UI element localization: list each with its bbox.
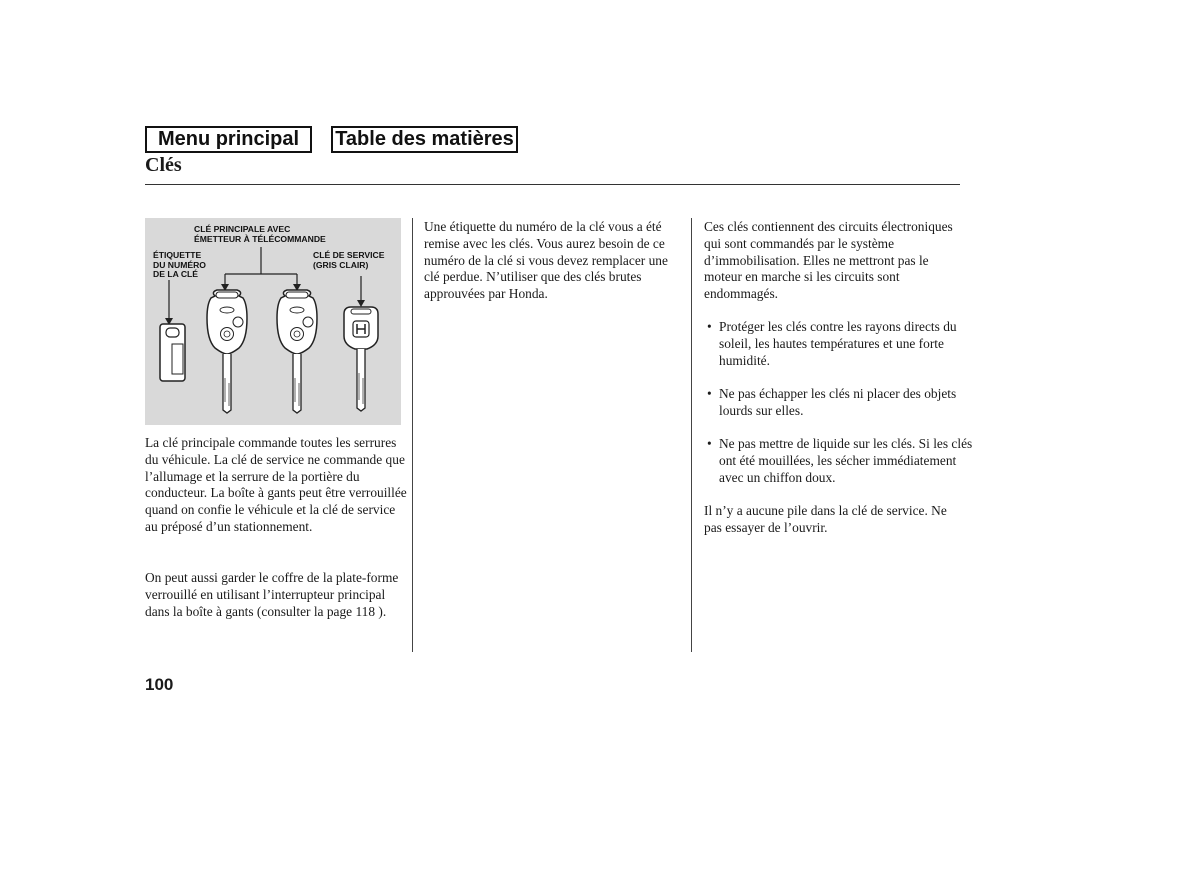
list-item <box>704 319 975 369</box>
bullet-icon: • <box>707 319 712 334</box>
main-key-leader <box>225 247 297 288</box>
main-key-icon <box>277 290 317 413</box>
bullet-icon: • <box>707 386 712 401</box>
list-item <box>704 436 975 486</box>
key-number-paragraph: Une étiquette du numéro de la clé vous a été remise avec les clés. Vous aurez besoin de ce numéro de la clé si vous devez remplacer une clé perdue. N’utiliser que des clés brutes approuvées par Honda. <box>424 219 668 302</box>
keys-illustration <box>145 218 401 425</box>
page-number: 100 <box>145 675 174 694</box>
keys-drawing <box>145 218 401 425</box>
list-item-text: Ne pas échapper les clés ni placer des objets lourds sur elles. <box>719 386 957 418</box>
key-number-tag-label: ÉTIQUETTE DU NUMÉRO DE LA CLÉ <box>153 250 206 280</box>
list-item-text: Ne pas mettre de liquide sur les clés. Si les clés ont été mouillées, les sécher immédiatement avec un chiffon doux. <box>719 436 973 485</box>
column-divider <box>412 218 413 652</box>
main-key-icon <box>207 290 247 413</box>
immobilizer-paragraph: Ces clés contiennent des circuits électroniques qui sont commandés par le système d’immobilisation. Elles ne mettront pas le moteur en marche si les circuits sont endommagés. <box>704 219 953 302</box>
bullet-icon: • <box>707 436 712 451</box>
service-key-icon <box>344 307 378 411</box>
list-item <box>704 386 975 420</box>
main-key-paragraph: La clé principale commande toutes les serrures du véhicule. La clé de service ne commande que l’allumage et la serrure de la portière du conducteur. La boîte à gants peut être verrouillée quand on confie le véhicule et la clé de service au préposé d’un stationnement. <box>145 435 407 534</box>
main-key-label: CLÉ PRINCIPALE AVEC ÉMETTEUR À TÉLÉCOMMANDE <box>194 224 326 244</box>
page-title: Clés <box>145 154 182 176</box>
service-key-battery-paragraph: Il n’y a aucune pile dans la clé de service. Ne pas essayer de l’ouvrir. <box>704 503 947 535</box>
service-key-label: CLÉ DE SERVICE (GRIS CLAIR) <box>313 250 385 270</box>
title-divider <box>145 184 960 185</box>
list-item-text: Protéger les clés contre les rayons directs du soleil, les hautes températures et une forte humidité. <box>719 319 957 368</box>
platform-trunk-paragraph: On peut aussi garder le coffre de la plate-forme verrouillé en utilisant l’interrupteur principal dans la boîte à gants (consulter la page 118 ). <box>145 570 399 619</box>
table-of-contents-button[interactable]: Table des matières <box>331 126 518 153</box>
column-divider <box>691 218 692 652</box>
arrow-icon <box>357 300 365 307</box>
key-number-tag-icon <box>160 324 185 381</box>
main-menu-button[interactable]: Menu principal <box>145 126 312 153</box>
